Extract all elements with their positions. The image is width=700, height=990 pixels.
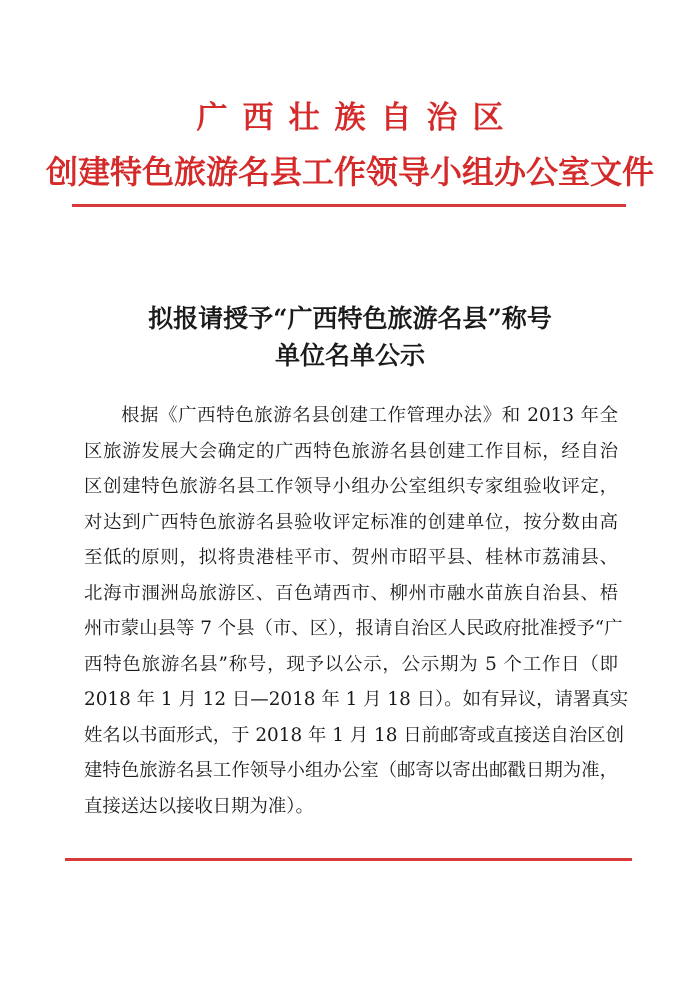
body-line: 北海市涠洲岛旅游区、百色靖西市、柳州市融水苗族自治县、梧 bbox=[84, 582, 618, 604]
body-line: 直接送达以接收日期为准）。 bbox=[84, 795, 314, 817]
body-line: 根据《广西特色旅游名县创建工作管理办法》和 2013 年全 bbox=[121, 405, 618, 426]
issuer-region: 广西壮族自治区 bbox=[196, 100, 519, 136]
issuer-office: 创建特色旅游名县工作领导小组办公室文件 bbox=[45, 153, 654, 191]
red-divider-top bbox=[72, 204, 626, 207]
body-line: 2018 年 1 月 12 日—2018 年 1 月 18 日）。如有异议，请署真实 bbox=[84, 689, 629, 710]
body-line: 州市蒙山县等 7 个县（市、区），报请自治区人民政府批准授予“广 bbox=[84, 618, 623, 639]
red-divider-bottom bbox=[65, 858, 632, 861]
document-title-line1: 拟报请授予“广西特色旅游名县”称号 bbox=[148, 304, 552, 333]
body-line: 西特色旅游名县”称号，现予以公示，公示期为 5 个工作日（即 bbox=[84, 653, 618, 675]
body-line: 区创建特色旅游名县工作领导小组办公室组织专家组验收评定， bbox=[84, 476, 618, 497]
body-line: 区旅游发展大会确定的广西特色旅游名县创建工作目标，经自治 bbox=[84, 440, 618, 462]
document-title-line2: 单位名单公示 bbox=[274, 341, 425, 370]
body-paragraph bbox=[84, 398, 629, 824]
body-line: 对达到广西特色旅游名县验收评定标准的创建单位，按分数由高 bbox=[84, 511, 618, 533]
body-line: 姓名以书面形式，于 2018 年 1 月 18 日前邮寄或直接送自治区创 bbox=[84, 724, 624, 746]
body-line: 建特色旅游名县工作领导小组办公室（邮寄以寄出邮戳日期为准， bbox=[84, 760, 618, 781]
body-line: 至低的原则，拟将贵港桂平市、贺州市昭平县、桂林市荔浦县、 bbox=[84, 547, 618, 568]
